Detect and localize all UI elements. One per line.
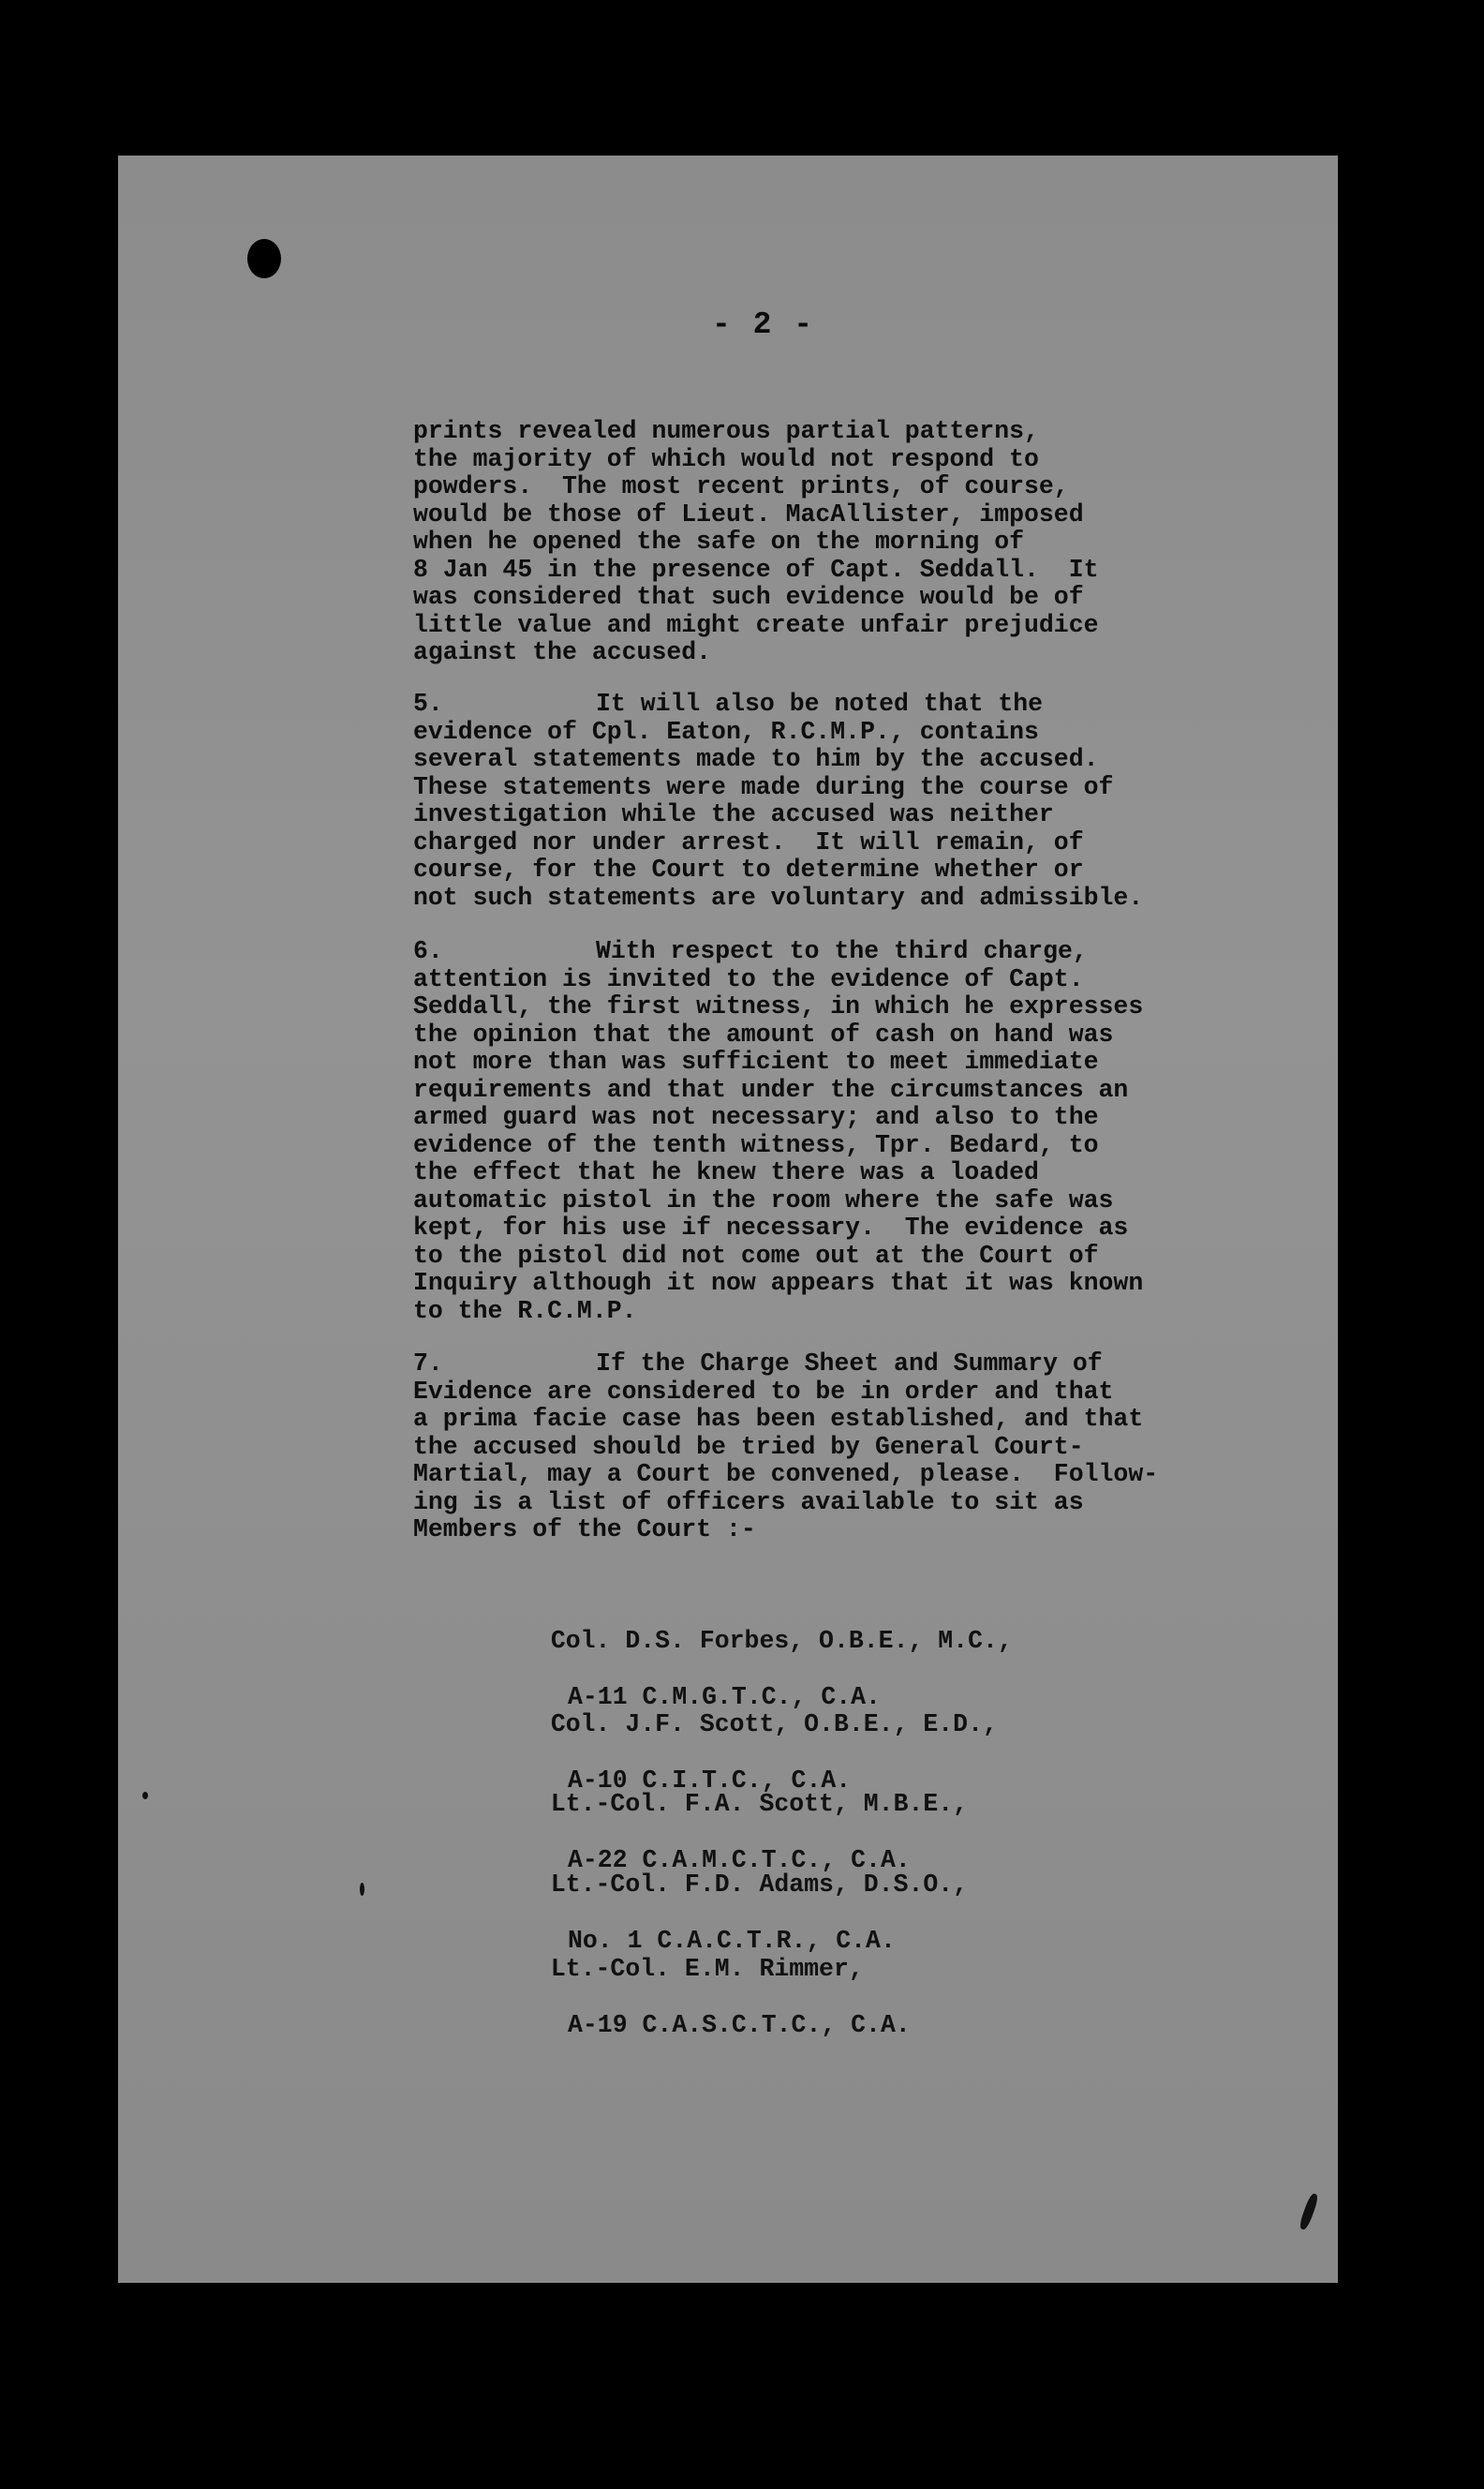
punch-hole xyxy=(247,239,281,278)
paragraph-continuation: prints revealed numerous partial patterns, the majority of which would not respond to powders. The most recent prints, of course, would be those of Lieut. MacAllister, imposed when he opened the safe on the morning of 8 Jan 45 in the presence of Capt. Seddall. It was considered that such evidence would be of little value and might create unfair prejudice against the accused. xyxy=(413,417,1099,666)
paragraph-6-first-line: With respect to the third charge, xyxy=(596,937,1088,965)
paragraph-7-body: Evidence are considered to be in order and that a prima facie case has been established, and that the accused should be tried by General Court- Martial, may a Court be convened, please. Follow- ing is a list of officers available to sit as Members of the Court :- xyxy=(413,1377,1159,1543)
officer-unit: A-11 C.M.G.T.C., C.A. xyxy=(568,1683,881,1711)
paragraph-5-first-line: It will also be noted that the xyxy=(596,690,1044,718)
ink-speck xyxy=(142,1792,148,1799)
paragraph-5 xyxy=(413,691,1181,912)
officer-name: Lt.-Col. E.M. Rimmer, xyxy=(550,1955,864,1983)
paragraph-7-first-line: If the Charge Sheet and Summary of xyxy=(596,1349,1103,1378)
page-number: - 2 - xyxy=(712,307,815,342)
officer-unit: A-22 C.A.M.C.T.C., C.A. xyxy=(568,1846,911,1874)
paragraph-6-body: attention is invited to the evidence of Capt. Seddall, the first witness, in which he expresses the opinion that the amount of cash on hand was not more than was sufficient to meet immediate requirements and that under the circumstances an armed guard was not necessary; and also to the evidence of the tenth witness, Tpr. Bedard, to the effect that he knew there was a loaded automatic pistol in the room where the safe was kept, for his use if necessary. The evidence as to the pistol did not come out at the Court of Inquiry although it now appears that it was known to the R.C.M.P. xyxy=(413,964,1144,1325)
paragraph-7-number: 7. xyxy=(413,1349,443,1378)
paragraph-6-number: 6. xyxy=(413,937,443,965)
officer-entry xyxy=(521,1927,911,2067)
officer-unit: No. 1 C.A.C.T.R., C.A. xyxy=(568,1927,896,1955)
officer-name: Col. D.S. Forbes, O.B.E., M.C., xyxy=(550,1627,1013,1655)
officer-name: Lt.-Col. F.A. Scott, M.B.E., xyxy=(550,1790,969,1818)
paragraph-6 xyxy=(413,938,1181,1325)
ink-speck xyxy=(360,1883,364,1896)
paragraph-5-number: 5. xyxy=(413,690,443,718)
officer-name: Lt.-Col. F.D. Adams, D.S.O., xyxy=(550,1870,969,1899)
officer-name: Col. J.F. Scott, O.B.E., E.D., xyxy=(550,1710,998,1738)
officer-unit: A-19 C.A.S.C.T.C., C.A. xyxy=(568,2011,911,2039)
paragraph-7 xyxy=(413,1350,1181,1544)
officer-unit: A-10 C.I.T.C., C.A. xyxy=(568,1766,852,1795)
paragraph-5-body: evidence of Cpl. Eaton, R.C.M.P., contains several statements made to him by the accused. These statements were made during the course of investigation while the accused was neither charged nor under arrest. It will remain, of course, for the Court to determine whether or not such statements are voluntary and admissible. xyxy=(413,717,1144,912)
